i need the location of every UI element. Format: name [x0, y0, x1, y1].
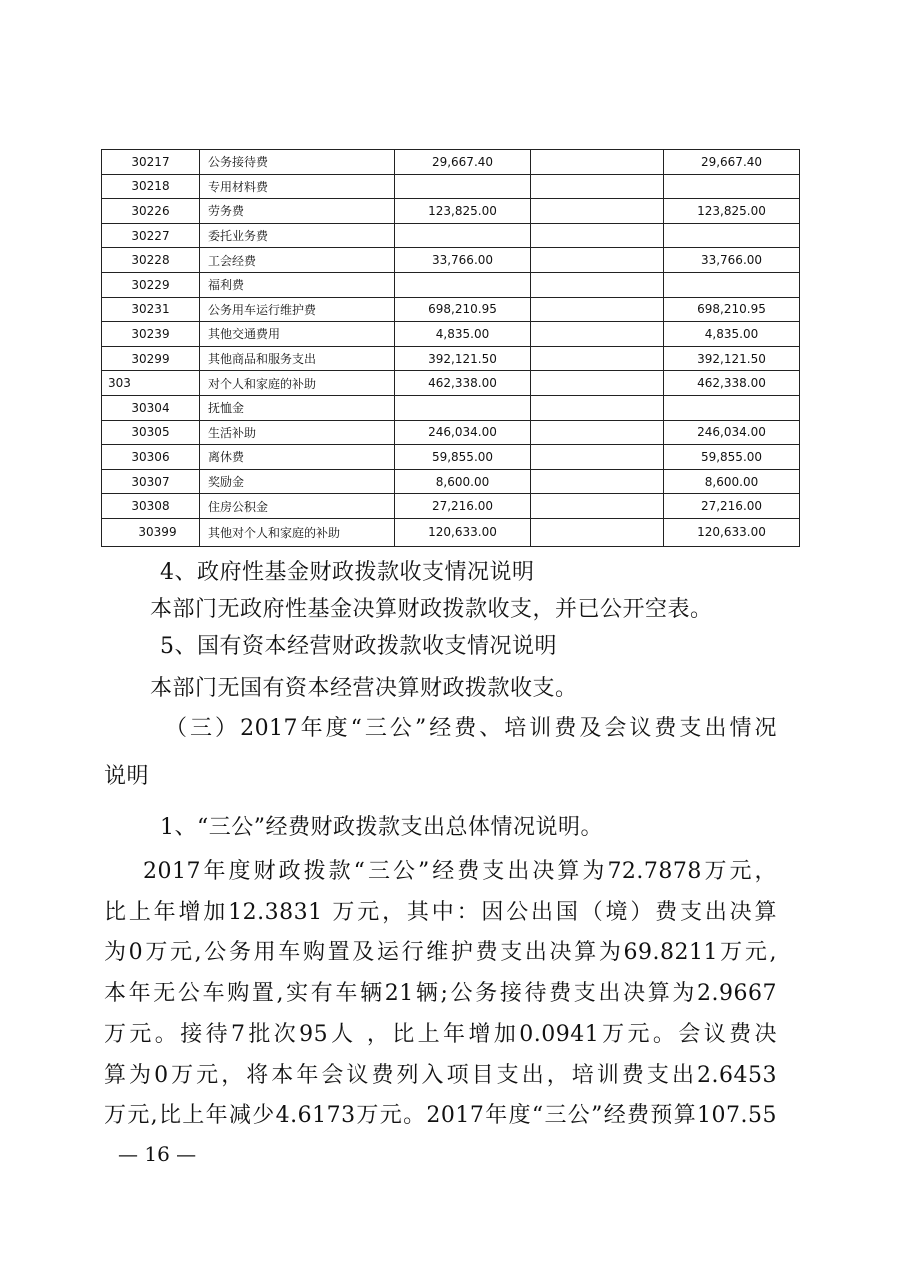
- table-row: [102, 469, 800, 494]
- cell-col3: 246,034.00: [664, 420, 800, 445]
- cell-col3: 29,667.40: [664, 150, 800, 175]
- body-line-1: 2017年度财政拨款“三公”经费支出决算为72.7878万元，: [143, 859, 777, 884]
- cell-code: 30307: [102, 469, 200, 494]
- cell-col2: [531, 371, 664, 396]
- cell-col3: 4,835.00: [664, 322, 800, 347]
- cell-col3: 123,825.00: [664, 199, 800, 224]
- cell-code: 30227: [102, 223, 200, 248]
- cell-code: 30231: [102, 297, 200, 322]
- cell-total: [395, 395, 531, 420]
- cell-total: 29,667.40: [395, 150, 531, 175]
- cell-total: [395, 174, 531, 199]
- cell-col2: [531, 199, 664, 224]
- cell-col3: [664, 395, 800, 420]
- table-row: [102, 223, 800, 248]
- cell-col3: 120,633.00: [664, 518, 800, 546]
- table-row: [102, 518, 800, 546]
- cell-code: 30306: [102, 445, 200, 470]
- paragraph-4: 本部门无政府性基金决算财政拨款收支，并已公开空表。: [150, 597, 713, 622]
- cell-total: 123,825.00: [395, 199, 531, 224]
- cell-col2: [531, 445, 664, 470]
- cell-col2: [531, 469, 664, 494]
- cell-col2: [531, 150, 664, 175]
- cell-col3: 8,600.00: [664, 469, 800, 494]
- cell-code: 30308: [102, 494, 200, 519]
- table-row: [102, 150, 800, 175]
- cell-total: 392,121.50: [395, 346, 531, 371]
- cell-total: [395, 223, 531, 248]
- cell-name: 抚恤金: [200, 395, 395, 420]
- cell-col2: [531, 518, 664, 546]
- cell-col2: [531, 395, 664, 420]
- page-number: — 16 —: [118, 1142, 197, 1166]
- cell-name: 离休费: [200, 445, 395, 470]
- cell-name: 福利费: [200, 272, 395, 297]
- table-row: [102, 346, 800, 371]
- cell-name: 工会经费: [200, 248, 395, 273]
- cell-col2: [531, 272, 664, 297]
- cell-col3: 462,338.00: [664, 371, 800, 396]
- cell-name: 劳务费: [200, 199, 395, 224]
- cell-code: 30218: [102, 174, 200, 199]
- cell-total: 246,034.00: [395, 420, 531, 445]
- table-row: [102, 494, 800, 519]
- cell-total: 59,855.00: [395, 445, 531, 470]
- cell-col2: [531, 420, 664, 445]
- cell-total: [395, 272, 531, 297]
- table-row: [102, 199, 800, 224]
- cell-total: 462,338.00: [395, 371, 531, 396]
- cell-name: 委托业务费: [200, 223, 395, 248]
- paragraph-5: 本部门无国有资本经营决算财政拨款收支。: [150, 676, 578, 701]
- cell-code: 30399: [102, 518, 200, 546]
- cell-name: 生活补助: [200, 420, 395, 445]
- cell-code: 30299: [102, 346, 200, 371]
- cell-name: 对个人和家庭的补助: [200, 371, 395, 396]
- cell-code: 303: [102, 371, 200, 396]
- cell-total: 120,633.00: [395, 518, 531, 546]
- subheading-1: 1、“三公”经费财政拨款支出总体情况说明。: [160, 815, 603, 840]
- cell-col2: [531, 346, 664, 371]
- cell-code: 30229: [102, 272, 200, 297]
- table-row: [102, 297, 800, 322]
- cell-total: 8,600.00: [395, 469, 531, 494]
- cell-name: 专用材料费: [200, 174, 395, 199]
- cell-col3: 392,121.50: [664, 346, 800, 371]
- table-row: [102, 371, 800, 396]
- cell-col2: [531, 223, 664, 248]
- cell-col3: [664, 272, 800, 297]
- expenditure-table: [101, 149, 800, 547]
- cell-total: 33,766.00: [395, 248, 531, 273]
- body-line-5: 万元。接待7批次95人 ，比上年增加0.0941万元。会议费决: [104, 1022, 777, 1047]
- cell-col3: 33,766.00: [664, 248, 800, 273]
- cell-col2: [531, 322, 664, 347]
- cell-col3: 27,216.00: [664, 494, 800, 519]
- body-line-3: 为0万元,公务用车购置及运行维护费支出决算为69.8211万元,: [104, 940, 777, 965]
- cell-name: 公务接待费: [200, 150, 395, 175]
- cell-code: 30305: [102, 420, 200, 445]
- table-row: [102, 395, 800, 420]
- section-heading-4: 4、政府性基金财政拨款收支情况说明: [160, 560, 535, 585]
- cell-col2: [531, 494, 664, 519]
- table-row: [102, 174, 800, 199]
- cell-col3: 59,855.00: [664, 445, 800, 470]
- table-row: [102, 272, 800, 297]
- body-line-4: 本年无公车购置,实有车辆21辆;公务接待费支出决算为2.9667: [104, 981, 777, 1006]
- cell-total: 698,210.95: [395, 297, 531, 322]
- cell-col3: [664, 174, 800, 199]
- body-line-6: 算为0万元，将本年会议费列入项目支出，培训费支出2.6453: [104, 1063, 777, 1088]
- section-heading-3-line2: 说明: [104, 764, 150, 789]
- cell-code: 30217: [102, 150, 200, 175]
- cell-code: 30226: [102, 199, 200, 224]
- cell-code: 30239: [102, 322, 200, 347]
- cell-name: 其他商品和服务支出: [200, 346, 395, 371]
- table-row: [102, 248, 800, 273]
- cell-total: 27,216.00: [395, 494, 531, 519]
- cell-code: 30228: [102, 248, 200, 273]
- cell-col2: [531, 248, 664, 273]
- cell-col2: [531, 297, 664, 322]
- cell-col3: 698,210.95: [664, 297, 800, 322]
- body-line-2: 比上年增加12.3831 万元，其中：因公出国（境）费支出决算: [104, 900, 777, 925]
- cell-col3: [664, 223, 800, 248]
- table-row: [102, 322, 800, 347]
- cell-code: 30304: [102, 395, 200, 420]
- cell-name: 其他对个人和家庭的补助: [200, 518, 395, 546]
- section-heading-5: 5、国有资本经营财政拨款收支情况说明: [160, 634, 557, 659]
- section-heading-3-line1: （三）2017年度“三公”经费、培训费及会议费支出情况: [165, 716, 777, 741]
- table-row: [102, 445, 800, 470]
- body-line-7: 万元,比上年减少4.6173万元。2017年度“三公”经费预算107.55: [104, 1103, 777, 1128]
- cell-name: 其他交通费用: [200, 322, 395, 347]
- cell-col2: [531, 174, 664, 199]
- cell-total: 4,835.00: [395, 322, 531, 347]
- cell-name: 住房公积金: [200, 494, 395, 519]
- table-row: [102, 420, 800, 445]
- cell-name: 奖励金: [200, 469, 395, 494]
- cell-name: 公务用车运行维护费: [200, 297, 395, 322]
